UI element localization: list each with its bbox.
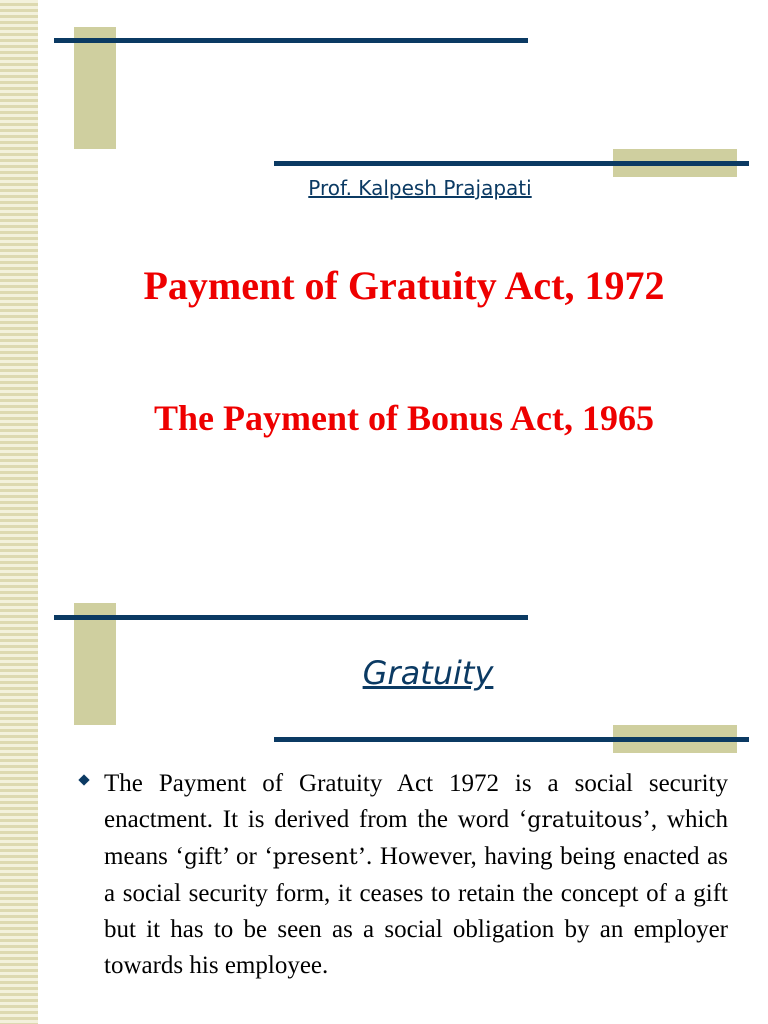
bullet-text-part: ’. However, having being enacted as a social security form, it ceases to retain the concept of a gift but it has to be seen as a social obligation by an employer towards his employee. <box>104 843 728 979</box>
title-gratuity-act: Payment of Gratuity Act, 1972 <box>143 263 665 308</box>
bullet-text-part: ’, which means ‘ <box>104 806 729 870</box>
diamond-bullet-icon <box>78 774 89 785</box>
decor-line-middle <box>274 161 749 166</box>
bullet-text-part: The Payment of Gratuity Act 1972 is a social security enactment. It is derived from the word ‘ <box>104 770 728 833</box>
section-heading: Gratuity <box>362 654 494 692</box>
term-present: present <box>272 845 358 870</box>
title-bonus-act: The Payment of Bonus Act, 1965 <box>153 398 654 438</box>
author-name: Prof. Kalpesh Prajapati <box>308 176 532 200</box>
decor-line-middle-2 <box>274 737 749 742</box>
decor-line-top <box>54 38 528 43</box>
term-gift: gift <box>183 845 222 870</box>
bullet-text-part: ’ or ‘ <box>221 843 273 870</box>
decor-block-top-left <box>74 27 116 149</box>
decor-block-top-left-2 <box>74 603 116 725</box>
term-gratuitous: gratuitous <box>527 808 643 833</box>
decor-line-top-2 <box>54 615 528 620</box>
decor-block-right-2 <box>613 725 737 753</box>
bullet-paragraph <box>104 766 728 984</box>
